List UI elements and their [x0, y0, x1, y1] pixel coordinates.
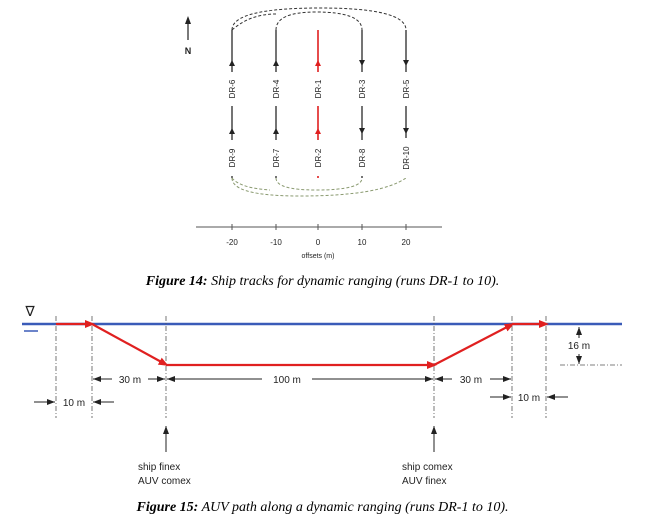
caption-label: Figure 14:: [145, 274, 208, 289]
track-label-dr4: DR-4: [272, 79, 281, 99]
dim-10m-right: 10 m: [517, 393, 541, 404]
figure-14-caption: [0, 274, 645, 290]
depth-label: 16 m: [567, 341, 591, 352]
auv-path: [56, 324, 545, 365]
track-label-dr5: DR-5: [402, 79, 411, 99]
auv-comex-label: AUV comex: [138, 476, 191, 487]
tick-label: 20: [401, 238, 411, 247]
dim-10m-left: 10 m: [62, 398, 86, 409]
track-label-dr7: DR-7: [272, 148, 281, 168]
track-labels: [225, 72, 413, 178]
auv-finex-label: AUV finex: [402, 476, 447, 487]
event-arrows: [166, 426, 434, 452]
figure-15: [22, 303, 622, 487]
tick-label: 10: [357, 238, 367, 247]
caption-text: AUV path along a dynamic ranging (runs DR-1 to 10).: [198, 500, 509, 515]
turn-loops-bottom: [232, 178, 406, 196]
caption-label: Figure 15:: [136, 500, 199, 515]
axis-label: offsets (m): [301, 253, 335, 260]
tick-label: 0: [315, 238, 321, 247]
ship-finex-label: ship finex: [138, 462, 181, 473]
reference-lines: [56, 316, 546, 418]
north-arrow: [185, 20, 192, 56]
ship-comex-label: ship comex: [402, 462, 453, 473]
track-label-dr3: DR-3: [358, 79, 367, 99]
track-label-dr8: DR-8: [358, 148, 367, 168]
water-surface-icon: ∇: [25, 303, 35, 319]
offsets-axis: [196, 224, 442, 260]
dim-100m: 100 m: [273, 375, 301, 386]
horizontal-dimensions: [34, 379, 568, 402]
dim-30m-right: 30 m: [459, 375, 483, 386]
dim-30m-left: 30 m: [118, 375, 142, 386]
track-label-dr1: DR-1: [314, 79, 323, 99]
turn-loops-top: [232, 8, 406, 30]
track-label-dr6: DR-6: [228, 79, 237, 99]
figure-14: [185, 8, 442, 260]
track-label-dr9: DR-9: [228, 148, 237, 168]
track-label-dr2: DR-2: [314, 148, 323, 168]
tick-label: -10: [270, 238, 282, 247]
track-label-dr10: DR-10: [402, 146, 411, 170]
caption-text: Ship tracks for dynamic ranging (runs DR-1 to 10).: [207, 274, 500, 289]
depth-dimension: [560, 327, 622, 365]
tick-label: -20: [226, 238, 238, 247]
north-label: N: [184, 46, 192, 56]
figure-15-caption: [0, 500, 645, 516]
